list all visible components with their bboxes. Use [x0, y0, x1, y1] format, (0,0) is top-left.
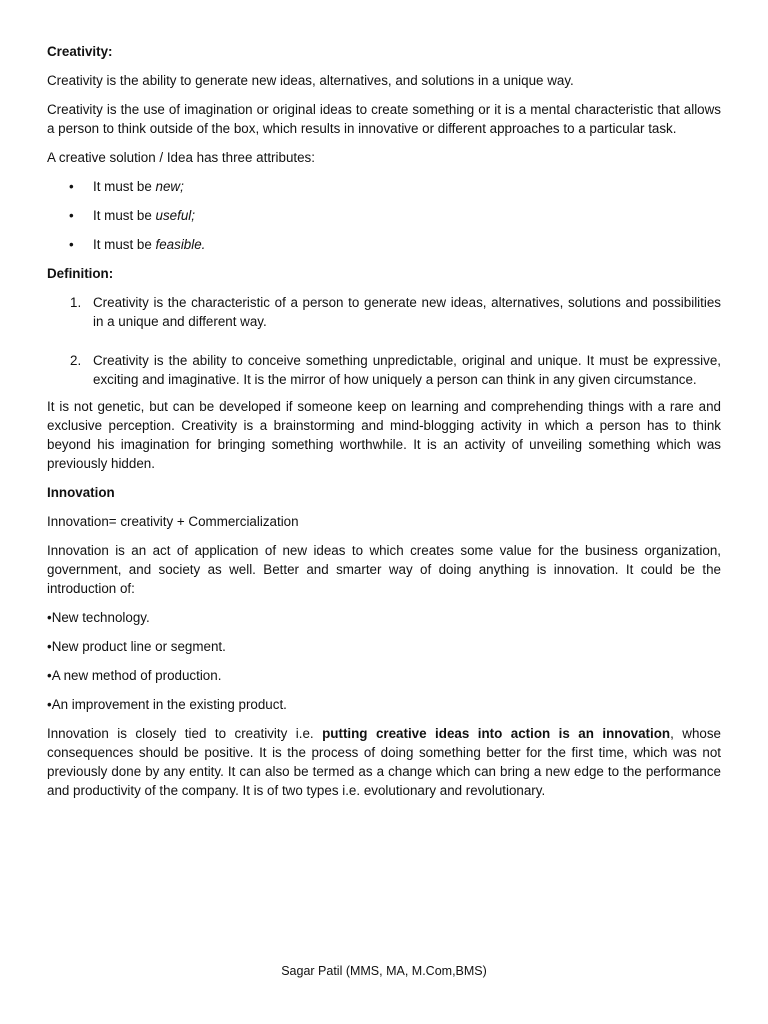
attribute-term: new; [155, 179, 184, 194]
creativity-heading: Creativity: [47, 44, 113, 59]
definition-text: Creativity is the ability to conceive something unpredictable, original and unique. It must be expressive, exciting and imaginative. It is the mirror of how uniquely a person can think in any given circumstance. [93, 353, 721, 387]
list-item: •New technology. [47, 610, 150, 625]
final-text-start: Innovation is closely tied to creativity i.e. [47, 726, 323, 741]
innovation-formula: Innovation= creativity + Commercialization [47, 514, 299, 529]
list-item [47, 235, 721, 254]
final-text-end: , whose consequences should be positive. It is the process of doing something better for the first time, which was not previously done by any entity. It can also be termed as a change which can bring a new edge to the performance and productivity of the company. It is of two types i.e. evolutionary and revolutionary. [47, 726, 721, 798]
list-item: •A new method of production. [47, 668, 222, 683]
attributes-intro: A creative solution / Idea has three attributes: [47, 150, 315, 165]
attributes-list [47, 177, 721, 254]
attribute-prefix: It must be [93, 237, 156, 252]
bullet-icon: • [69, 237, 74, 252]
attribute-prefix: It must be [93, 179, 156, 194]
list-item [47, 293, 721, 331]
list-item: •New product line or segment. [47, 639, 226, 654]
innovation-heading: Innovation [47, 485, 115, 500]
list-number: 2. [70, 353, 82, 368]
attribute-term: feasible. [155, 237, 206, 252]
document-body [47, 42, 721, 810]
attribute-term: useful; [155, 208, 195, 223]
bullet-icon: • [69, 208, 74, 223]
list-item [47, 206, 721, 225]
definition-heading: Definition: [47, 266, 114, 281]
list-item: •An improvement in the existing product. [47, 697, 287, 712]
definition-closing-paragraph: It is not genetic, but can be developed if someone keep on learning and comprehending things with a rare and exclusive perception. Creativity is a brainstorming and mind-blogging activity in which a person has to think beyond his imagination for bringing something worthwhile. It is an activity of unveiling something which was previously hidden. [47, 399, 721, 471]
innovation-final-paragraph [47, 724, 721, 800]
list-item [47, 351, 721, 389]
attribute-prefix: It must be [93, 208, 156, 223]
definition-text: Creativity is the characteristic of a person to generate new ideas, alternatives, solutions and possibilities in a unique and different way. [93, 295, 721, 329]
final-text-emphasis: putting creative ideas into action is an innovation [322, 726, 671, 741]
creativity-paragraph-1: Creativity is the ability to generate new ideas, alternatives, and solutions in a unique way. [47, 73, 574, 88]
definition-list [47, 293, 721, 389]
list-number: 1. [70, 295, 82, 310]
bullet-icon: • [69, 179, 74, 194]
creativity-paragraph-2: Creativity is the use of imagination or original ideas to create something or it is a mental characteristic that allows a person to think outside of the box, which results in innovative or different approaches to a particular task. [47, 102, 721, 136]
innovation-paragraph-1: Innovation is an act of application of new ideas to which creates some value for the business organization, government, and society as well. Better and smarter way of doing anything is innovation. It could be the introduction of: [47, 543, 721, 596]
page-footer-author: Sagar Patil (MMS, MA, M.Com,BMS) [281, 964, 487, 978]
list-item [47, 177, 721, 196]
